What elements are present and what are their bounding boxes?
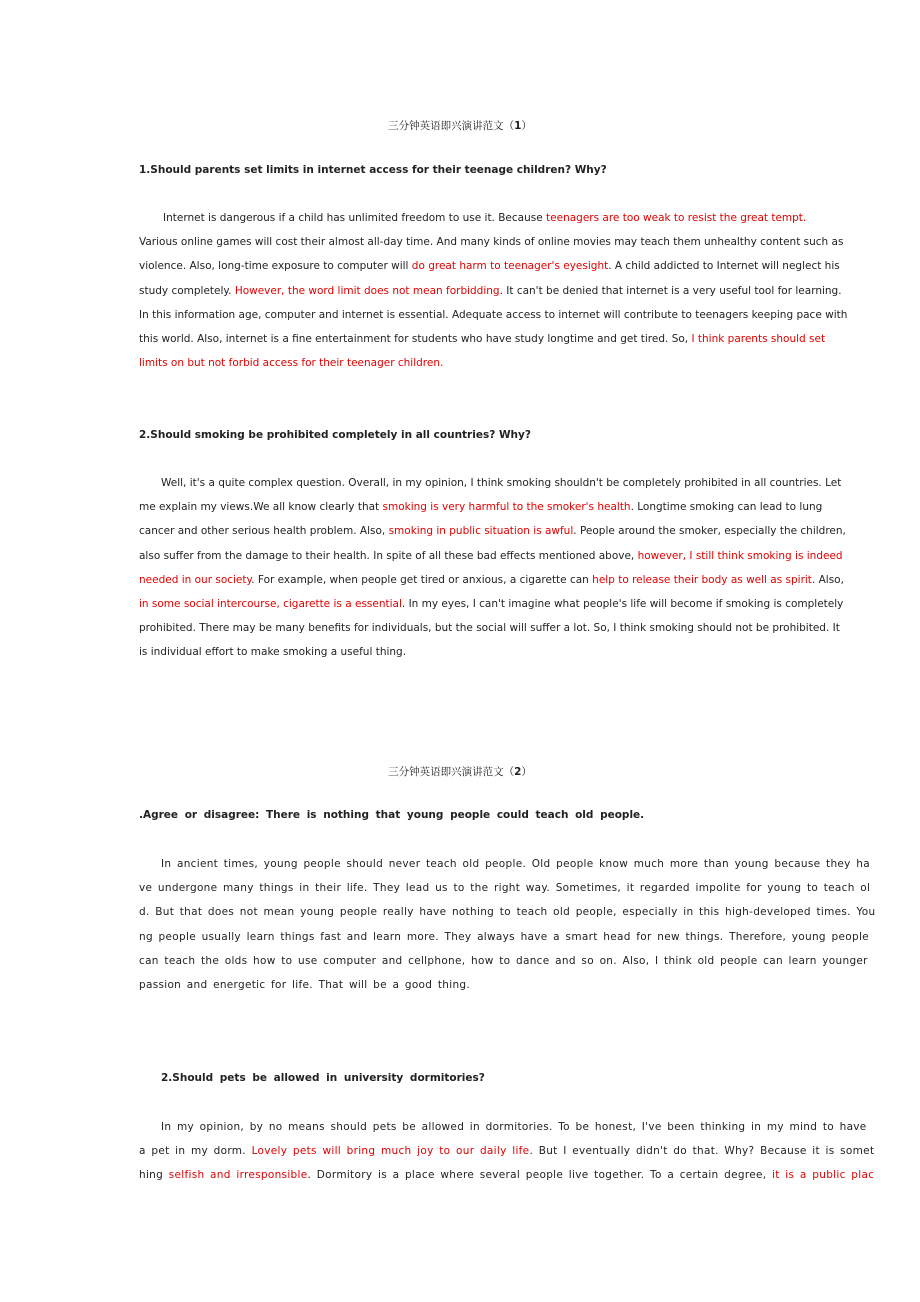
- paragraph-line: [139, 930, 869, 944]
- body-text: . Dormitory is a place where several people live together. To a certain degree,: [307, 1169, 772, 1182]
- body-text: passion and energetic for life. That will be a good thing.: [139, 979, 471, 991]
- paragraph-line: [139, 645, 781, 659]
- highlighted-text: do great harm to teenager's eyesight: [411, 260, 609, 273]
- body-text: hing: [139, 1169, 169, 1182]
- body-text: Various online games will cost their almost all-day time. And many kinds of online movies may teach them unhealthy content such as: [139, 236, 844, 249]
- highlighted-text: smoking is very harmful to the smoker's health: [382, 501, 631, 514]
- highlighted-text: selfish and irresponsible: [168, 1169, 308, 1182]
- body-text: a pet in my dorm.: [139, 1145, 252, 1158]
- section-1-title-prefix: 三分钟英语即兴演讲范文（: [388, 120, 515, 132]
- section-2-title-prefix: 三分钟英语即兴演讲范文（: [388, 766, 515, 778]
- body-text: In this information age, computer and internet is essential. Adequate access to internet will contribute to teenagers keeping pace with: [139, 308, 848, 321]
- section-1-title: [0, 118, 920, 133]
- body-text: also suffer from the damage to their health. In spite of all these bad effects mentioned above,: [139, 549, 638, 562]
- paragraph-line: [139, 881, 871, 895]
- highlighted-text: teenagers are too weak to resist the great tempt.: [546, 212, 807, 224]
- highlighted-text: limits on but not forbid access for their teenager children.: [139, 357, 444, 370]
- highlighted-text: Lovely pets will bring much joy to our daily life: [251, 1145, 530, 1158]
- body-text: . In my eyes, I can't imagine what people's life will become if smoking is completely: [401, 598, 844, 610]
- body-text: prohibited. There may be many benefits for individuals, but the social will suffer a lot. So, I think smoking should not be prohibited. It: [139, 622, 840, 635]
- paragraph-line: [139, 573, 844, 587]
- paragraph-line: [139, 259, 840, 273]
- paragraph-line: [139, 356, 781, 370]
- body-text: In my opinion, by no means should pets be allowed in dormitories. To be honest, I've been thinking in my mind to have: [161, 1121, 867, 1133]
- highlighted-text: I think parents should set: [691, 333, 826, 345]
- paragraph-line: [139, 524, 846, 538]
- body-text: Internet is dangerous if a child has unlimited freedom to use it. Because: [163, 212, 547, 224]
- section-1-title-number: 1: [514, 120, 522, 132]
- paragraph-line: [139, 500, 823, 514]
- section-2-question-1-heading: .Agree or disagree: There is nothing that young people could teach old people.: [139, 809, 645, 821]
- body-text: this world. Also, internet is a fine entertainment for students who have study longtime and get tired. So,: [139, 333, 692, 345]
- highlighted-text: it is a public plac: [772, 1169, 875, 1182]
- body-text: . A child addicted to Internet will neglect his: [608, 260, 840, 273]
- body-text: study completely.: [139, 284, 235, 297]
- body-text: . It can't be denied that internet is a very useful tool for learning.: [499, 284, 842, 297]
- body-text: In ancient times, young people should never teach old people. Old people know much more than young because they ha: [161, 858, 870, 870]
- body-text: . Also,: [811, 573, 844, 586]
- paragraph-line: [139, 1168, 875, 1182]
- section-1-question-1-heading: 1.Should parents set limits in internet access for their teenage children? Why?: [139, 164, 607, 176]
- section-2-title-suffix: ）: [521, 766, 532, 778]
- highlighted-text: in some social intercourse, cigarette is a essential: [139, 598, 402, 610]
- paragraph-line: [161, 476, 842, 490]
- paragraph-line: [139, 284, 842, 298]
- paragraph-line: [139, 235, 844, 249]
- body-text: . Longtime smoking can lead to lung: [630, 501, 823, 514]
- body-text: . People around the smoker, especially the children,: [573, 525, 846, 538]
- body-text: ng people usually learn things fast and learn more. They always have a smart head for new things. Therefore, young people: [139, 930, 869, 943]
- paragraph-line: [139, 978, 781, 992]
- section-2-title-number: 2: [514, 766, 522, 778]
- body-text: ve undergone many things in their life. They lead us to the right way. Sometimes, it regarded impolite for young to teach ol: [139, 882, 871, 895]
- paragraph-line: [163, 211, 807, 225]
- highlighted-text: smoking in public situation is awful: [388, 525, 574, 538]
- paragraph-line: [139, 549, 843, 563]
- section-2-title: [0, 764, 920, 779]
- body-text: is individual effort to make smoking a useful thing.: [139, 646, 407, 659]
- paragraph-line: [139, 1144, 875, 1158]
- highlighted-text: However, the word limit does not mean forbidding: [234, 284, 500, 297]
- body-text: . For example, when people get tired or anxious, a cigarette can: [251, 573, 593, 586]
- paragraph-line: [161, 1120, 867, 1134]
- paragraph-line: [139, 621, 840, 635]
- body-text: violence. Also, long-time exposure to computer will: [139, 260, 412, 273]
- body-text: . But I eventually didn't do that. Why? Because it is somet: [529, 1145, 875, 1158]
- highlighted-text: help to release their body as well as spirit: [592, 573, 812, 586]
- section-1-title-suffix: ）: [521, 120, 532, 132]
- body-text: cancer and other serious health problem. Also,: [139, 525, 389, 538]
- body-text: can teach the olds how to use computer and cellphone, how to dance and so on. Also, I think old people can learn younger: [139, 954, 868, 967]
- section-2-question-2-heading: 2.Should pets be allowed in university dormitories?: [161, 1072, 485, 1084]
- paragraph-line: [139, 905, 876, 919]
- paragraph-line: [139, 332, 826, 346]
- paragraph-line: [139, 954, 868, 968]
- section-1-question-2-heading: 2.Should smoking be prohibited completely in all countries? Why?: [139, 429, 531, 441]
- paragraph-line: [139, 308, 848, 322]
- paragraph-line: [161, 857, 870, 871]
- body-text: me explain my views.We all know clearly that: [139, 501, 383, 514]
- paragraph-line: [139, 597, 844, 611]
- highlighted-text: however, I still think smoking is indeed: [637, 549, 843, 562]
- body-text: d. But that does not mean young people really have nothing to teach old people, especially in this high-developed times. You: [139, 906, 876, 919]
- highlighted-text: needed in our society: [139, 573, 252, 586]
- body-text: Well, it's a quite complex question. Overall, in my opinion, I think smoking shouldn't be completely prohibited in all countries. Let: [161, 477, 842, 489]
